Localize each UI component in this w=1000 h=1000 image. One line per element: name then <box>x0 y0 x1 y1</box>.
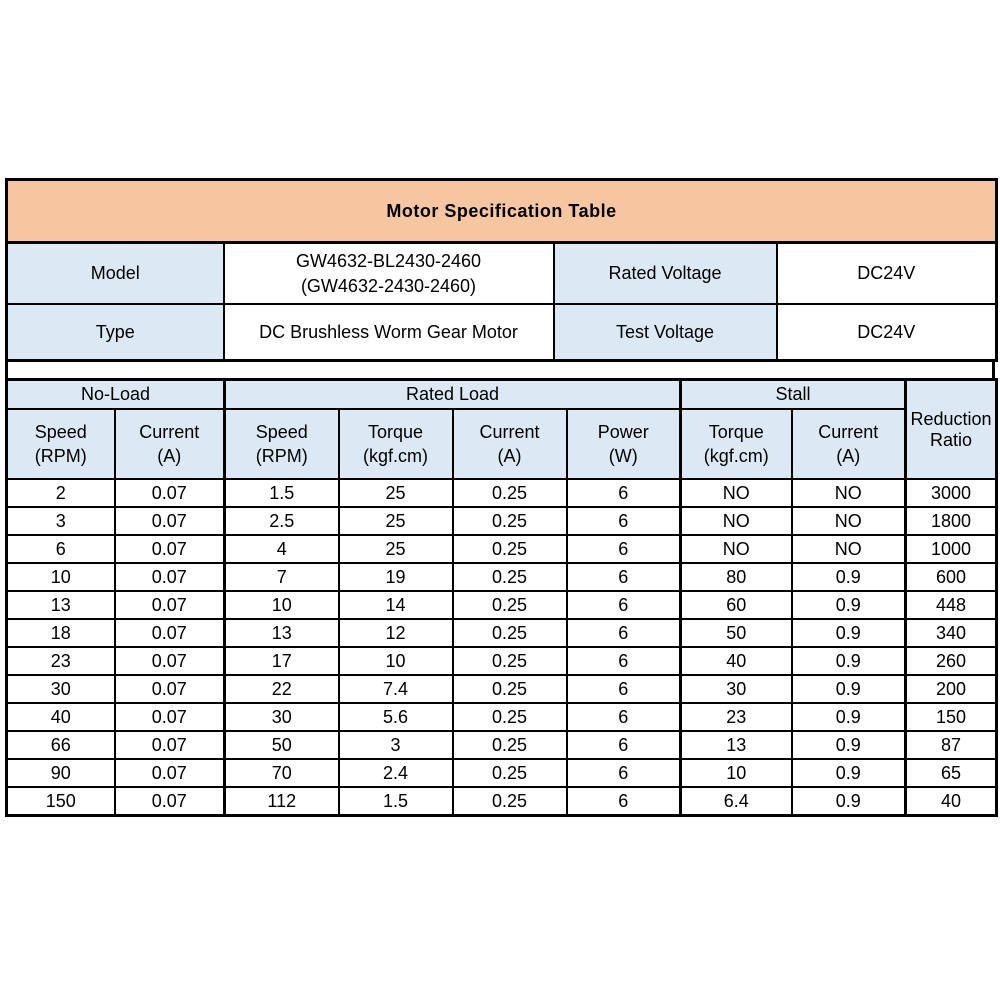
spec-cell: 6 <box>567 619 681 647</box>
spec-cell: 3 <box>7 507 115 535</box>
rated-voltage-label: Rated Voltage <box>554 243 777 305</box>
reduction-ratio-header-line: Reduction <box>910 408 992 429</box>
test-voltage-label: Test Voltage <box>554 304 777 361</box>
spec-cell: 70 <box>225 759 339 787</box>
spec-column-header-line: Torque <box>367 421 424 442</box>
table-row <box>7 731 997 759</box>
spec-cell: 6 <box>567 647 681 675</box>
spec-column-header <box>225 409 339 479</box>
table-row <box>7 703 997 731</box>
spec-column-header <box>7 409 115 479</box>
spec-cell: 30 <box>7 675 115 703</box>
spec-cell: 0.25 <box>453 675 567 703</box>
spec-cell: 150 <box>906 703 997 731</box>
model-value-line1: GW4632-BL2430-2460 <box>295 251 482 272</box>
spec-cell: 13 <box>681 731 792 759</box>
spec-column-header-line: (kgf.cm) <box>703 446 769 466</box>
test-voltage-value: DC24V <box>777 304 997 361</box>
spec-cell: 6 <box>567 479 681 507</box>
spec-cell: 23 <box>681 703 792 731</box>
spec-column-header-line: Speed <box>34 421 87 442</box>
spec-column-header-line: (A) <box>836 446 861 466</box>
spec-cell: 14 <box>339 591 453 619</box>
spec-cell: 0.9 <box>792 619 906 647</box>
spec-cell: 0.25 <box>453 731 567 759</box>
spec-column-header-line: Power <box>597 421 649 442</box>
spec-cell: 65 <box>906 759 997 787</box>
spec-cell: 1800 <box>906 507 997 535</box>
title-row <box>7 180 997 243</box>
model-value <box>224 243 554 305</box>
reduction-ratio-header-line: Ratio <box>930 429 973 450</box>
spec-cell: 6.4 <box>681 787 792 816</box>
spec-table-head <box>7 380 997 480</box>
info-row-type <box>7 304 997 361</box>
spec-cell: 13 <box>7 591 115 619</box>
spec-cell: 6 <box>567 535 681 563</box>
spec-column-header-line: (W) <box>608 446 638 466</box>
spec-cell: 90 <box>7 759 115 787</box>
spec-cell: 6 <box>567 563 681 591</box>
spec-column-header-line: (A) <box>157 446 182 466</box>
spec-cell: 7.4 <box>339 675 453 703</box>
spec-cell: 0.07 <box>115 731 225 759</box>
spec-cell: 4 <box>225 535 339 563</box>
spec-cell: 25 <box>339 507 453 535</box>
type-value: DC Brushless Worm Gear Motor <box>224 304 554 361</box>
spec-cell: 600 <box>906 563 997 591</box>
spec-column-header <box>567 409 681 479</box>
spec-cell: 0.07 <box>115 787 225 816</box>
spec-cell: 6 <box>567 675 681 703</box>
spec-cell: 1.5 <box>339 787 453 816</box>
spec-cell: 0.25 <box>453 563 567 591</box>
spec-column-header-line: Speed <box>255 421 308 442</box>
spec-column-header <box>339 409 453 479</box>
spec-cell: 6 <box>567 731 681 759</box>
spec-cell: 6 <box>567 703 681 731</box>
spec-cell: 0.9 <box>792 759 906 787</box>
spec-cell: NO <box>681 507 792 535</box>
spec-cell: 0.9 <box>792 675 906 703</box>
spec-cell: 23 <box>7 647 115 675</box>
spacer-row <box>5 362 995 378</box>
spec-cell: 0.25 <box>453 591 567 619</box>
table-row <box>7 563 997 591</box>
spec-group-header: Rated Load <box>225 380 681 410</box>
spec-cell: 66 <box>7 731 115 759</box>
spec-group-header: No-Load <box>7 380 225 410</box>
spec-column-header-line: (kgf.cm) <box>363 446 429 466</box>
reduction-ratio-header <box>906 380 997 480</box>
info-table <box>5 178 998 362</box>
spec-cell: 448 <box>906 591 997 619</box>
spec-cell: 200 <box>906 675 997 703</box>
spec-cell: 2 <box>7 479 115 507</box>
spec-cell: NO <box>681 535 792 563</box>
spec-cell: 12 <box>339 619 453 647</box>
spec-cell: 2.5 <box>225 507 339 535</box>
spec-cell: 0.9 <box>792 731 906 759</box>
spec-column-header-line: Current <box>479 421 540 442</box>
table-row <box>7 647 997 675</box>
table-row <box>7 675 997 703</box>
group-header-row <box>7 380 997 410</box>
spec-cell: 0.9 <box>792 563 906 591</box>
spec-cell: NO <box>681 479 792 507</box>
spec-cell: 10 <box>7 563 115 591</box>
spec-cell: 30 <box>681 675 792 703</box>
spec-cell: 3 <box>339 731 453 759</box>
spec-cell: 0.07 <box>115 703 225 731</box>
spec-cell: 22 <box>225 675 339 703</box>
spec-cell: 0.07 <box>115 507 225 535</box>
spec-cell: 3000 <box>906 479 997 507</box>
spec-cell: 1.5 <box>225 479 339 507</box>
spec-cell: 7 <box>225 563 339 591</box>
table-row <box>7 507 997 535</box>
spec-cell: 6 <box>567 507 681 535</box>
spec-table <box>5 378 998 817</box>
spec-cell: 0.25 <box>453 535 567 563</box>
spec-cell: 13 <box>225 619 339 647</box>
spec-cell: 0.07 <box>115 759 225 787</box>
table-row <box>7 619 997 647</box>
spec-cell: 0.25 <box>453 647 567 675</box>
spec-cell: 0.07 <box>115 535 225 563</box>
spec-column-header-line: Current <box>818 421 879 442</box>
spec-cell: 50 <box>681 619 792 647</box>
spec-column-header-line: (A) <box>497 446 522 466</box>
spec-cell: 0.07 <box>115 563 225 591</box>
model-label: Model <box>7 243 224 305</box>
spec-cell: 0.07 <box>115 675 225 703</box>
spec-cell: 2.4 <box>339 759 453 787</box>
spec-cell: NO <box>792 535 906 563</box>
rated-voltage-value: DC24V <box>777 243 997 305</box>
table-row <box>7 535 997 563</box>
table-row <box>7 759 997 787</box>
spec-cell: 19 <box>339 563 453 591</box>
spec-cell: 0.07 <box>115 591 225 619</box>
spec-cell: 17 <box>225 647 339 675</box>
model-value-line2: (GW4632-2430-2460) <box>300 275 477 296</box>
spec-column-header-line: (RPM) <box>34 446 87 466</box>
spec-cell: 80 <box>681 563 792 591</box>
spec-cell: 10 <box>681 759 792 787</box>
spec-cell: 6 <box>7 535 115 563</box>
spec-cell: 112 <box>225 787 339 816</box>
spec-cell: 5.6 <box>339 703 453 731</box>
spec-cell: 260 <box>906 647 997 675</box>
spec-cell: 50 <box>225 731 339 759</box>
spec-cell: 0.25 <box>453 507 567 535</box>
spec-cell: 10 <box>225 591 339 619</box>
spec-cell: 0.07 <box>115 479 225 507</box>
spec-cell: 6 <box>567 759 681 787</box>
spec-sheet <box>5 178 995 817</box>
spec-cell: 0.07 <box>115 647 225 675</box>
spec-column-header <box>115 409 225 479</box>
spec-cell: NO <box>792 507 906 535</box>
spec-column-header-line: (RPM) <box>255 446 308 466</box>
spec-cell: 340 <box>906 619 997 647</box>
spec-cell: 0.25 <box>453 479 567 507</box>
spec-group-header: Stall <box>681 380 906 410</box>
info-row-model <box>7 243 997 305</box>
spec-column-header-line: Current <box>139 421 200 442</box>
spec-cell: NO <box>792 479 906 507</box>
spec-cell: 25 <box>339 479 453 507</box>
spec-cell: 87 <box>906 731 997 759</box>
spec-column-header <box>681 409 792 479</box>
spec-cell: 0.25 <box>453 787 567 816</box>
column-header-row <box>7 409 997 479</box>
spec-cell: 40 <box>906 787 997 816</box>
spec-cell: 6 <box>567 591 681 619</box>
spec-column-header <box>453 409 567 479</box>
spec-table-body <box>7 479 997 816</box>
spec-cell: 25 <box>339 535 453 563</box>
spec-cell: 30 <box>225 703 339 731</box>
spec-cell: 150 <box>7 787 115 816</box>
spec-cell: 40 <box>7 703 115 731</box>
spec-cell: 1000 <box>906 535 997 563</box>
table-row <box>7 479 997 507</box>
spec-cell: 0.25 <box>453 619 567 647</box>
table-row <box>7 787 997 816</box>
spec-cell: 0.07 <box>115 619 225 647</box>
spec-cell: 6 <box>567 787 681 816</box>
spec-cell: 0.9 <box>792 787 906 816</box>
spec-cell: 0.25 <box>453 759 567 787</box>
spec-column-header-line: Torque <box>708 421 764 442</box>
spec-cell: 0.9 <box>792 591 906 619</box>
spec-cell: 60 <box>681 591 792 619</box>
type-label: Type <box>7 304 224 361</box>
spec-cell: 18 <box>7 619 115 647</box>
spec-cell: 0.25 <box>453 703 567 731</box>
table-row <box>7 591 997 619</box>
spec-cell: 10 <box>339 647 453 675</box>
spec-cell: 0.9 <box>792 647 906 675</box>
spec-cell: 0.9 <box>792 703 906 731</box>
spec-column-header <box>792 409 906 479</box>
page-title: Motor Specification Table <box>7 180 997 243</box>
spec-cell: 40 <box>681 647 792 675</box>
